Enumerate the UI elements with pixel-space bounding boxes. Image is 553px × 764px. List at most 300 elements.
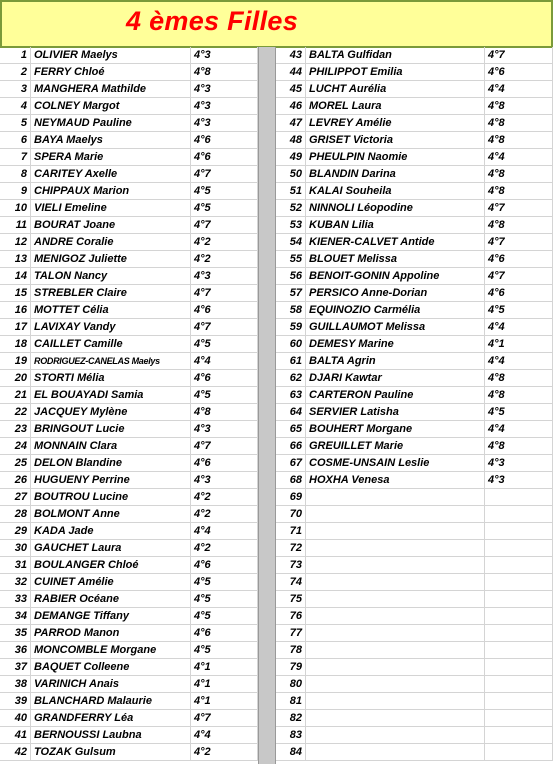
table-row	[276, 149, 553, 166]
name-cell[interactable]: BOULANGER Chloé	[31, 557, 191, 574]
class-cell[interactable]: 4°6	[191, 625, 258, 642]
rank-cell[interactable]: 61	[276, 353, 306, 370]
rank-cell[interactable]: 38	[0, 676, 31, 693]
table-row	[0, 710, 258, 727]
class-cell[interactable]: 4°8	[191, 64, 258, 81]
name-cell[interactable]	[306, 710, 485, 727]
rank-cell[interactable]: 30	[0, 540, 31, 557]
name-cell[interactable]: DEMESY Marine	[306, 336, 485, 353]
class-cell[interactable]: 4°2	[191, 506, 258, 523]
class-cell[interactable]: 4°4	[485, 421, 553, 438]
table-row	[276, 438, 553, 455]
table-row	[0, 370, 258, 387]
name-cell[interactable]	[306, 727, 485, 744]
name-cell[interactable]: SPERA Marie	[31, 149, 191, 166]
table-row	[276, 98, 553, 115]
rank-cell[interactable]: 1	[0, 47, 31, 64]
class-cell[interactable]: 4°3	[191, 421, 258, 438]
rank-cell[interactable]: 15	[0, 285, 31, 302]
rank-cell[interactable]: 57	[276, 285, 306, 302]
name-cell[interactable]: BRINGOUT Lucie	[31, 421, 191, 438]
name-cell[interactable]: BENOIT-GONIN Appoline	[306, 268, 485, 285]
name-cell[interactable]	[306, 591, 485, 608]
name-cell[interactable]: GREUILLET Marie	[306, 438, 485, 455]
table-row	[0, 234, 258, 251]
table-row	[0, 455, 258, 472]
rank-cell[interactable]: 75	[276, 591, 306, 608]
rank-cell[interactable]: 40	[0, 710, 31, 727]
class-cell[interactable]: 4°7	[485, 47, 553, 64]
name-cell[interactable]: PARROD Manon	[31, 625, 191, 642]
name-cell[interactable]: KADA Jade	[31, 523, 191, 540]
class-cell[interactable]: 4°1	[191, 693, 258, 710]
name-cell[interactable]: COSME-UNSAIN Leslie	[306, 455, 485, 472]
class-cell[interactable]	[485, 574, 553, 591]
table-row	[276, 506, 553, 523]
name-cell[interactable]: PHEULPIN Naomie	[306, 149, 485, 166]
class-cell[interactable]: 4°1	[485, 336, 553, 353]
name-cell[interactable]: PHILIPPOT Emilia	[306, 64, 485, 81]
name-cell[interactable]: LUCHT Aurélia	[306, 81, 485, 98]
rank-cell[interactable]: 65	[276, 421, 306, 438]
table-row	[0, 693, 258, 710]
table-row	[0, 591, 258, 608]
class-cell[interactable]	[485, 744, 553, 761]
rank-cell[interactable]: 48	[276, 132, 306, 149]
name-cell[interactable]: JACQUEY Mylène	[31, 404, 191, 421]
rank-cell[interactable]: 39	[0, 693, 31, 710]
rank-cell[interactable]: 24	[0, 438, 31, 455]
name-cell[interactable]: GUILLAUMOT Melissa	[306, 319, 485, 336]
name-cell[interactable]: GAUCHET Laura	[31, 540, 191, 557]
class-cell[interactable]: 4°8	[485, 132, 553, 149]
class-cell[interactable]	[485, 489, 553, 506]
table-row	[0, 98, 258, 115]
rank-cell[interactable]: 7	[0, 149, 31, 166]
rank-cell[interactable]: 21	[0, 387, 31, 404]
name-cell[interactable]: EQUINOZIO Carmélia	[306, 302, 485, 319]
name-cell[interactable]: COLNEY Margot	[31, 98, 191, 115]
name-cell[interactable]: DEMANGE Tiffany	[31, 608, 191, 625]
rank-cell[interactable]: 59	[276, 319, 306, 336]
name-cell[interactable]: DJARI Kawtar	[306, 370, 485, 387]
table-row	[276, 183, 553, 200]
class-cell[interactable]: 4°4	[485, 149, 553, 166]
rank-cell[interactable]: 25	[0, 455, 31, 472]
rank-cell[interactable]: 33	[0, 591, 31, 608]
rank-cell[interactable]: 8	[0, 166, 31, 183]
rank-cell[interactable]: 51	[276, 183, 306, 200]
class-cell[interactable]: 4°8	[485, 115, 553, 132]
rank-cell[interactable]: 26	[0, 472, 31, 489]
name-cell[interactable]: MONNAIN Clara	[31, 438, 191, 455]
rank-cell[interactable]: 67	[276, 455, 306, 472]
rank-cell[interactable]: 47	[276, 115, 306, 132]
table-row	[276, 744, 553, 761]
class-cell[interactable]: 4°6	[191, 370, 258, 387]
name-cell[interactable]: VARINICH Anais	[31, 676, 191, 693]
class-cell[interactable]: 4°5	[191, 200, 258, 217]
class-cell[interactable]: 4°4	[485, 353, 553, 370]
name-cell[interactable]: RODRIGUEZ-CANELAS Maelys	[31, 353, 191, 370]
rank-cell[interactable]: 32	[0, 574, 31, 591]
class-cell[interactable]: 4°8	[485, 98, 553, 115]
ranking-table-left	[0, 47, 258, 761]
rank-cell[interactable]: 64	[276, 404, 306, 421]
class-cell[interactable]: 4°7	[191, 319, 258, 336]
table-row	[276, 370, 553, 387]
name-cell[interactable]: CARITEY Axelle	[31, 166, 191, 183]
name-cell[interactable]: BERNOUSSI Laubna	[31, 727, 191, 744]
rank-cell[interactable]: 74	[276, 574, 306, 591]
name-cell[interactable]: DELON Blandine	[31, 455, 191, 472]
table-row	[276, 319, 553, 336]
name-cell[interactable]	[306, 659, 485, 676]
name-cell[interactable]: VIELI Emeline	[31, 200, 191, 217]
rank-cell[interactable]: 63	[276, 387, 306, 404]
rank-cell[interactable]: 54	[276, 234, 306, 251]
rank-cell[interactable]: 53	[276, 217, 306, 234]
name-cell[interactable]: KUBAN Lilia	[306, 217, 485, 234]
page-title: 4 èmes Filles	[126, 6, 299, 36]
class-cell[interactable]	[485, 693, 553, 710]
class-cell[interactable]: 4°7	[485, 234, 553, 251]
rank-cell[interactable]: 73	[276, 557, 306, 574]
rank-cell[interactable]: 41	[0, 727, 31, 744]
rank-cell[interactable]: 18	[0, 336, 31, 353]
name-cell[interactable]: BOUTROU Lucine	[31, 489, 191, 506]
table-row	[0, 132, 258, 149]
table-row	[276, 608, 553, 625]
rank-cell[interactable]: 50	[276, 166, 306, 183]
table-row	[276, 200, 553, 217]
rank-cell[interactable]: 78	[276, 642, 306, 659]
table-row	[276, 115, 553, 132]
name-cell[interactable]: SERVIER Latisha	[306, 404, 485, 421]
class-cell[interactable]: 4°6	[485, 251, 553, 268]
rank-cell[interactable]: 3	[0, 81, 31, 98]
name-cell[interactable]: BOURAT Joane	[31, 217, 191, 234]
class-cell[interactable]: 4°3	[191, 472, 258, 489]
class-cell[interactable]: 4°4	[191, 353, 258, 370]
class-cell[interactable]: 4°3	[191, 268, 258, 285]
table-row	[0, 472, 258, 489]
rank-cell[interactable]: 37	[0, 659, 31, 676]
name-cell[interactable]	[306, 523, 485, 540]
name-cell[interactable]: KIENER-CALVET Antide	[306, 234, 485, 251]
class-cell[interactable]: 4°7	[191, 438, 258, 455]
name-cell[interactable]: NEYMAUD Pauline	[31, 115, 191, 132]
name-cell[interactable]: MANGHERA Mathilde	[31, 81, 191, 98]
rank-cell[interactable]: 19	[0, 353, 31, 370]
name-cell[interactable]	[306, 642, 485, 659]
name-cell[interactable]: BAYA Maelys	[31, 132, 191, 149]
class-cell[interactable]: 4°8	[485, 217, 553, 234]
table-row	[276, 251, 553, 268]
name-cell[interactable]: BLANDIN Darina	[306, 166, 485, 183]
rank-cell[interactable]: 31	[0, 557, 31, 574]
rank-cell[interactable]: 5	[0, 115, 31, 132]
name-cell[interactable]: OLIVIER Maelys	[31, 47, 191, 64]
class-cell[interactable]: 4°4	[191, 727, 258, 744]
class-cell[interactable]: 4°2	[191, 251, 258, 268]
table-row	[276, 404, 553, 421]
class-cell[interactable]	[485, 727, 553, 744]
rank-cell[interactable]: 43	[276, 47, 306, 64]
rank-cell[interactable]: 60	[276, 336, 306, 353]
name-cell[interactable]	[306, 676, 485, 693]
class-cell[interactable]: 4°5	[191, 642, 258, 659]
rank-cell[interactable]: 83	[276, 727, 306, 744]
name-cell[interactable]: CHIPPAUX Marion	[31, 183, 191, 200]
class-cell[interactable]: 4°1	[191, 659, 258, 676]
name-cell[interactable]	[306, 693, 485, 710]
name-cell[interactable]: MOREL Laura	[306, 98, 485, 115]
rank-cell[interactable]: 79	[276, 659, 306, 676]
table-row	[276, 489, 553, 506]
class-cell[interactable]	[485, 523, 553, 540]
rank-cell[interactable]: 80	[276, 676, 306, 693]
table-row	[0, 217, 258, 234]
class-cell[interactable]: 4°5	[191, 183, 258, 200]
rank-cell[interactable]: 52	[276, 200, 306, 217]
rank-cell[interactable]: 66	[276, 438, 306, 455]
name-cell[interactable]: CUINET Amélie	[31, 574, 191, 591]
table-row	[276, 625, 553, 642]
rank-cell[interactable]: 58	[276, 302, 306, 319]
class-cell[interactable]: 4°6	[191, 557, 258, 574]
class-cell[interactable]: 4°6	[191, 132, 258, 149]
name-cell[interactable]	[306, 540, 485, 557]
name-cell[interactable]: TOZAK Gulsum	[31, 744, 191, 761]
class-cell[interactable]	[485, 710, 553, 727]
class-cell[interactable]: 4°2	[191, 540, 258, 557]
class-cell[interactable]: 4°5	[485, 302, 553, 319]
name-cell[interactable]: NINNOLI Léopodine	[306, 200, 485, 217]
class-cell[interactable]	[485, 540, 553, 557]
name-cell[interactable]: BOUHERT Morgane	[306, 421, 485, 438]
rank-cell[interactable]: 56	[276, 268, 306, 285]
table-row	[0, 489, 258, 506]
class-cell[interactable]: 4°4	[191, 523, 258, 540]
rank-cell[interactable]: 13	[0, 251, 31, 268]
name-cell[interactable]: RABIER Océane	[31, 591, 191, 608]
name-cell[interactable]	[306, 506, 485, 523]
table-row	[276, 557, 553, 574]
rank-cell[interactable]: 70	[276, 506, 306, 523]
name-cell[interactable]: LAVIXAY Vandy	[31, 319, 191, 336]
class-cell[interactable]: 4°6	[191, 302, 258, 319]
name-cell[interactable]: KALAI Souheila	[306, 183, 485, 200]
class-cell[interactable]: 4°7	[485, 268, 553, 285]
rank-cell[interactable]: 10	[0, 200, 31, 217]
table-row	[0, 625, 258, 642]
rank-cell[interactable]: 16	[0, 302, 31, 319]
name-cell[interactable]: CAILLET Camille	[31, 336, 191, 353]
name-cell[interactable]: BALTA Gulfidan	[306, 47, 485, 64]
rank-cell[interactable]: 36	[0, 642, 31, 659]
class-cell[interactable]: 4°8	[485, 166, 553, 183]
class-cell[interactable]: 4°8	[485, 370, 553, 387]
rank-cell[interactable]: 49	[276, 149, 306, 166]
name-cell[interactable]	[306, 489, 485, 506]
class-cell[interactable]: 4°3	[485, 455, 553, 472]
class-cell[interactable]: 4°5	[191, 608, 258, 625]
name-cell[interactable]: ANDRE Coralie	[31, 234, 191, 251]
class-cell[interactable]	[485, 591, 553, 608]
rank-cell[interactable]: 11	[0, 217, 31, 234]
class-cell[interactable]: 4°3	[191, 81, 258, 98]
table-row	[0, 47, 258, 64]
name-cell[interactable]: STREBLER Claire	[31, 285, 191, 302]
table-row	[0, 115, 258, 132]
name-cell[interactable]: BLOUET Melissa	[306, 251, 485, 268]
name-cell[interactable]: BAQUET Colleene	[31, 659, 191, 676]
class-cell[interactable]: 4°3	[191, 47, 258, 64]
rank-cell[interactable]: 14	[0, 268, 31, 285]
table-row	[0, 319, 258, 336]
name-cell[interactable]: BALTA Agrin	[306, 353, 485, 370]
name-cell[interactable]: GRANDFERRY Léa	[31, 710, 191, 727]
name-cell[interactable]: EL BOUAYADI Samia	[31, 387, 191, 404]
rank-cell[interactable]: 6	[0, 132, 31, 149]
table-row	[276, 64, 553, 81]
class-cell[interactable]: 4°3	[191, 115, 258, 132]
table-row	[0, 642, 258, 659]
rank-cell[interactable]: 76	[276, 608, 306, 625]
class-cell[interactable]	[485, 506, 553, 523]
class-cell[interactable]: 4°5	[191, 574, 258, 591]
class-cell[interactable]: 4°5	[191, 336, 258, 353]
rank-cell[interactable]: 4	[0, 98, 31, 115]
table-row	[0, 285, 258, 302]
rank-cell[interactable]: 9	[0, 183, 31, 200]
rank-cell[interactable]: 12	[0, 234, 31, 251]
class-cell[interactable]: 4°8	[191, 404, 258, 421]
class-cell[interactable]: 4°3	[191, 98, 258, 115]
rank-cell[interactable]: 2	[0, 64, 31, 81]
name-cell[interactable]: STORTI Mélia	[31, 370, 191, 387]
table-row	[276, 81, 553, 98]
table-row	[0, 574, 258, 591]
rank-cell[interactable]: 77	[276, 625, 306, 642]
rank-cell[interactable]: 45	[276, 81, 306, 98]
name-cell[interactable]: GRISET Victoria	[306, 132, 485, 149]
rank-cell[interactable]: 17	[0, 319, 31, 336]
table-row	[0, 336, 258, 353]
rank-cell[interactable]: 71	[276, 523, 306, 540]
class-cell[interactable]: 4°3	[485, 472, 553, 489]
class-cell[interactable]: 4°6	[485, 64, 553, 81]
rank-cell[interactable]: 42	[0, 744, 31, 761]
class-cell[interactable]: 4°7	[191, 285, 258, 302]
class-cell[interactable]: 4°8	[485, 438, 553, 455]
name-cell[interactable]: MENIGOZ Juliette	[31, 251, 191, 268]
rank-cell[interactable]: 82	[276, 710, 306, 727]
rank-cell[interactable]: 35	[0, 625, 31, 642]
table-row	[276, 472, 553, 489]
name-cell[interactable]	[306, 557, 485, 574]
name-cell[interactable]: MOTTET Célia	[31, 302, 191, 319]
table-row	[0, 200, 258, 217]
name-cell[interactable]: TALON Nancy	[31, 268, 191, 285]
class-cell[interactable]: 4°6	[485, 285, 553, 302]
class-cell[interactable]	[485, 642, 553, 659]
name-cell[interactable]: LEVREY Amélie	[306, 115, 485, 132]
class-cell[interactable]: 4°1	[191, 676, 258, 693]
name-cell[interactable]	[306, 625, 485, 642]
rank-cell[interactable]: 46	[276, 98, 306, 115]
table-row	[0, 149, 258, 166]
rank-cell[interactable]: 72	[276, 540, 306, 557]
rank-cell[interactable]: 62	[276, 370, 306, 387]
class-cell[interactable]: 4°2	[191, 234, 258, 251]
name-cell[interactable]: MONCOMBLE Morgane	[31, 642, 191, 659]
rank-cell[interactable]: 20	[0, 370, 31, 387]
class-cell[interactable]: 4°7	[191, 217, 258, 234]
rank-cell[interactable]: 44	[276, 64, 306, 81]
rank-cell[interactable]: 81	[276, 693, 306, 710]
table-row	[276, 421, 553, 438]
name-cell[interactable]: BLANCHARD Malaurie	[31, 693, 191, 710]
table-row	[0, 81, 258, 98]
class-cell[interactable]: 4°4	[485, 319, 553, 336]
rank-cell[interactable]: 28	[0, 506, 31, 523]
class-cell[interactable]: 4°8	[485, 387, 553, 404]
class-cell[interactable]: 4°7	[485, 200, 553, 217]
name-cell[interactable]: BOLMONT Anne	[31, 506, 191, 523]
name-cell[interactable]	[306, 608, 485, 625]
table-row	[276, 387, 553, 404]
rank-cell[interactable]: 84	[276, 744, 306, 761]
rank-cell[interactable]: 22	[0, 404, 31, 421]
class-cell[interactable]: 4°8	[485, 183, 553, 200]
class-cell[interactable]: 4°2	[191, 744, 258, 761]
name-cell[interactable]: HUGUENY Perrine	[31, 472, 191, 489]
class-cell[interactable]	[485, 659, 553, 676]
class-cell[interactable]: 4°2	[191, 489, 258, 506]
class-cell[interactable]: 4°6	[191, 149, 258, 166]
class-cell[interactable]	[485, 676, 553, 693]
name-cell[interactable]: PERSICO Anne-Dorian	[306, 285, 485, 302]
class-cell[interactable]: 4°5	[485, 404, 553, 421]
name-cell[interactable]: CARTERON Pauline	[306, 387, 485, 404]
class-cell[interactable]: 4°4	[485, 81, 553, 98]
separator-column	[258, 47, 276, 764]
class-cell[interactable]: 4°5	[191, 387, 258, 404]
name-cell[interactable]	[306, 574, 485, 591]
class-cell[interactable]	[485, 557, 553, 574]
class-cell[interactable]: 4°5	[191, 591, 258, 608]
name-cell[interactable]: HOXHA Venesa	[306, 472, 485, 489]
table-row	[276, 166, 553, 183]
name-cell[interactable]: FERRY Chloé	[31, 64, 191, 81]
class-cell[interactable]	[485, 625, 553, 642]
class-cell[interactable]: 4°7	[191, 166, 258, 183]
class-cell[interactable]: 4°7	[191, 710, 258, 727]
rank-cell[interactable]: 29	[0, 523, 31, 540]
class-cell[interactable]: 4°6	[191, 455, 258, 472]
rank-cell[interactable]: 27	[0, 489, 31, 506]
rank-cell[interactable]: 69	[276, 489, 306, 506]
name-cell[interactable]	[306, 744, 485, 761]
rank-cell[interactable]: 23	[0, 421, 31, 438]
rank-cell[interactable]: 34	[0, 608, 31, 625]
table-row	[0, 676, 258, 693]
rank-cell[interactable]: 55	[276, 251, 306, 268]
rank-cell[interactable]: 68	[276, 472, 306, 489]
class-cell[interactable]	[485, 608, 553, 625]
